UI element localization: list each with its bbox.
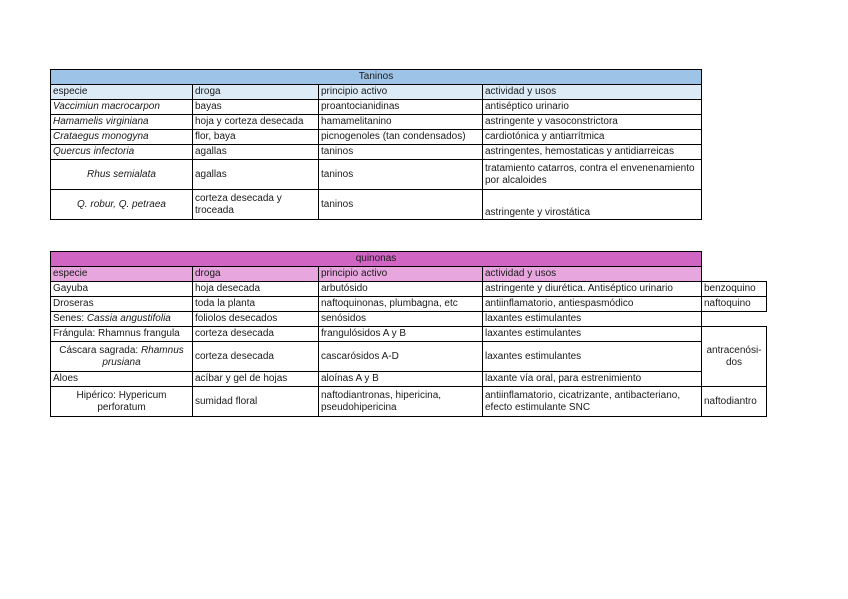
cell-grupo: naftodiantro <box>702 387 767 417</box>
table-row <box>51 190 702 220</box>
cell-actividad: astringente y vasoconstrictora <box>483 115 702 130</box>
cell-droga: foliolos desecados <box>193 312 319 327</box>
cell-especie: Frángula: Rhamnus frangula <box>51 327 193 342</box>
cell-actividad: antiinflamatorio, antiespasmódico <box>483 297 702 312</box>
cell-especie: Droseras <box>51 297 193 312</box>
table-row <box>51 160 702 190</box>
cell-especie: Hamamelis virginiana <box>51 115 193 130</box>
header-actividad-usos: actividad y usos <box>483 267 702 282</box>
cell-droga: corteza desecada <box>193 327 319 342</box>
cell-droga: toda la planta <box>193 297 319 312</box>
cell-principio: senósidos <box>319 312 483 327</box>
cell-principio: naftoquinonas, plumbagna, etc <box>319 297 483 312</box>
cell-principio: taninos <box>319 145 483 160</box>
cell-especie: Cáscara sagrada: Rhamnus prusiana <box>51 342 193 372</box>
table-row <box>51 327 767 342</box>
cell-especie: Crataegus monogyna <box>51 130 193 145</box>
cell-actividad: laxantes estimulantes <box>483 327 702 342</box>
cell-actividad: laxante vía oral, para estrenimiento <box>483 372 702 387</box>
cell-principio: arbutósido <box>319 282 483 297</box>
table-row <box>51 342 767 372</box>
cell-droga: acíbar y gel de hojas <box>193 372 319 387</box>
cell-actividad: astringente y diurética. Antiséptico urinario <box>483 282 702 297</box>
cell-grupo: antracenósi-dos <box>702 327 767 387</box>
table-row <box>51 145 702 160</box>
cell-especie: Vaccimiun macrocarpon <box>51 100 193 115</box>
taninos-table <box>50 69 702 220</box>
cell-actividad: antiinflamatorio, cicatrizante, antibacteriano, efecto estimulante SNC <box>483 387 702 417</box>
quinonas-table <box>50 251 767 417</box>
cell-principio: cascarósidos A-D <box>319 342 483 372</box>
cell-principio: naftodiantronas, hipericina, pseudohipericina <box>319 387 483 417</box>
cell-principio: frangulósidos A y B <box>319 327 483 342</box>
cell-grupo: benzoquino <box>702 282 767 297</box>
cell-especie: Rhus semialata <box>51 160 193 190</box>
taninos-title: Taninos <box>51 70 702 85</box>
cell-especie: Quercus infectoria <box>51 145 193 160</box>
cell-actividad: laxantes estimulantes <box>483 312 702 327</box>
taninos-header-row <box>51 85 702 100</box>
header-especie: especie <box>51 85 193 100</box>
cell-actividad: cardiotónica y antiarrítmica <box>483 130 702 145</box>
quinonas-title: quinonas <box>51 252 702 267</box>
cell-especie: Aloes <box>51 372 193 387</box>
cell-droga: corteza desecada y troceada <box>193 190 319 220</box>
cell-droga: bayas <box>193 100 319 115</box>
table-row <box>51 282 767 297</box>
header-droga: droga <box>193 85 319 100</box>
cell-droga: sumidad floral <box>193 387 319 417</box>
cell-especie: Q. robur, Q. petraea <box>51 190 193 220</box>
cell-grupo: naftoquino <box>702 297 767 312</box>
table-row <box>51 115 702 130</box>
cell-especie: Hipérico: Hypericum perforatum <box>51 387 193 417</box>
cell-principio: proantocianidinas <box>319 100 483 115</box>
cell-droga: hoja y corteza desecada <box>193 115 319 130</box>
cell-actividad: astringente y virostática <box>483 190 702 220</box>
header-principio-activo: principio activo <box>319 267 483 282</box>
cell-principio: picnogenoles (tan condensados) <box>319 130 483 145</box>
table-row <box>51 130 702 145</box>
header-principio-activo: principio activo <box>319 85 483 100</box>
quinonas-header-row <box>51 267 767 282</box>
cell-actividad: tratamiento catarros, contra el envenenamiento por alcaloides <box>483 160 702 190</box>
cell-principio: taninos <box>319 190 483 220</box>
cell-droga: corteza desecada <box>193 342 319 372</box>
header-actividad-usos: actividad y usos <box>483 85 702 100</box>
cell-actividad: antiséptico urinario <box>483 100 702 115</box>
header-droga: droga <box>193 267 319 282</box>
table-row <box>51 372 767 387</box>
cell-droga: hoja desecada <box>193 282 319 297</box>
cell-actividad: laxantes estimulantes <box>483 342 702 372</box>
cell-droga: agallas <box>193 145 319 160</box>
table-row <box>51 100 702 115</box>
cell-especie: Senes: Cassia angustifolia <box>51 312 193 327</box>
cell-principio: taninos <box>319 160 483 190</box>
cell-principio: aloínas A y B <box>319 372 483 387</box>
cell-droga: flor, baya <box>193 130 319 145</box>
table-row <box>51 312 767 327</box>
cell-especie: Gayuba <box>51 282 193 297</box>
cell-droga: agallas <box>193 160 319 190</box>
cell-principio: hamamelitanino <box>319 115 483 130</box>
table-row <box>51 297 767 312</box>
table-row <box>51 387 767 417</box>
cell-actividad: astringentes, hemostaticas y antidiarreicas <box>483 145 702 160</box>
header-especie: especie <box>51 267 193 282</box>
